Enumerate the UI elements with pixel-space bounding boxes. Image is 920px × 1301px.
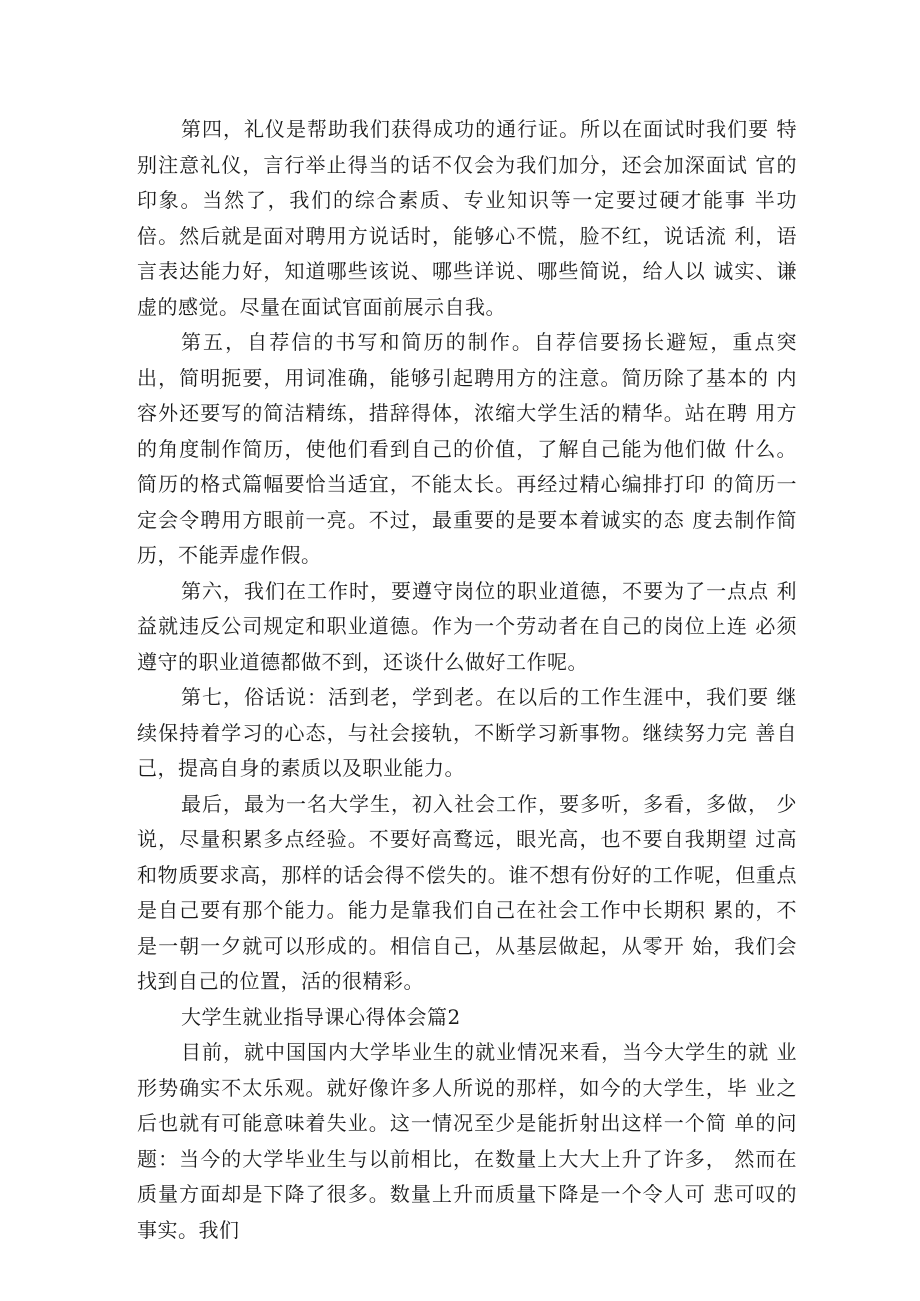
paragraph-fifth-resume: 第五，自荐信的书写和简历的制作。自荐信要扬长避短，重点突 出，简明扼要，用词准确，能够引起聘用方的注意。简历除了基本的 内容外还要写的简洁精练，措辞得体，浓缩大学生活的精华。站在聘 用方的角度制作简历，使他们看到自己的价值，了解自己能为他们做 什么。简历的格式篇幅要恰当适宜，不能太长。再经过精心编排打印 的简历一定会令聘用方眼前一亮。不过，最重要的是要本着诚实的态 度去制作简历，不能弄虚作假。	[137, 330, 797, 567]
paragraph-sixth-ethics: 第六，我们在工作时，要遵守岗位的职业道德，不要为了一点点 利益就违反公司规定和职业道德。作为一个劳动者在自己的岗位上连 必须遵守的职业道德都做不到，还谈什么做好工作呢。	[137, 578, 797, 674]
paragraph-finally: 最后，最为一名大学生，初入社会工作，要多听，多看，多做， 少说，尽量积累多点经验。不要好高鹜远，眼光高，也不要自我期望 过高和物质要求高，那样的话会得不偿失的。谁不想有份好的工作呢，但重点是自己要有那个能力。能力是靠我们自己在社会工作中长期积 累的，不是一朝一夕就可以形成的。相信自己，从基层做起，从零开 始，我们会找到自己的位置，活的很精彩。	[137, 791, 797, 993]
paragraph-fourth-etiquette: 第四，礼仪是帮助我们获得成功的通行证。所以在面试时我们要 特别注意礼仪，言行举止得当的话不仅会为我们加分，还会加深面试 官的印象。当然了，我们的综合素质、专业知识等一定要过硬才能事 半功倍。然后就是面对聘用方说话时，能够心不慌，脸不红，说话流 利，语言表达能力好，知道哪些该说、哪些详说、哪些简说，给人以 诚实、谦虚的感觉。尽量在面试官面前展示自我。	[137, 117, 797, 319]
document-body	[137, 112, 797, 1248]
paragraph-section2-intro: 目前，就中国国内大学毕业生的就业情况来看，当今大学生的就 业形势确实不太乐观。就好像许多人所说的那样，如今的大学生，毕 业之后也就有可能意味着失业。这一情况至少是能折射出这样一个简 单的问题：当今的大学毕业生与以前相比，在数量上大大上升了许多， 然而在质量方面却是下降了很多。数量上升而质量下降是一个令人可 悲可叹的事实。我们	[137, 1040, 797, 1242]
paragraph-seventh-learning: 第七，俗话说：活到老，学到老。在以后的工作生涯中，我们要 继续保持着学习的心态，与社会接轨，不断学习新事物。继续努力完 善自己，提高自身的素质以及职业能力。	[137, 685, 797, 780]
section-heading: 大学生就业指导课心得体会篇2	[181, 1004, 461, 1029]
